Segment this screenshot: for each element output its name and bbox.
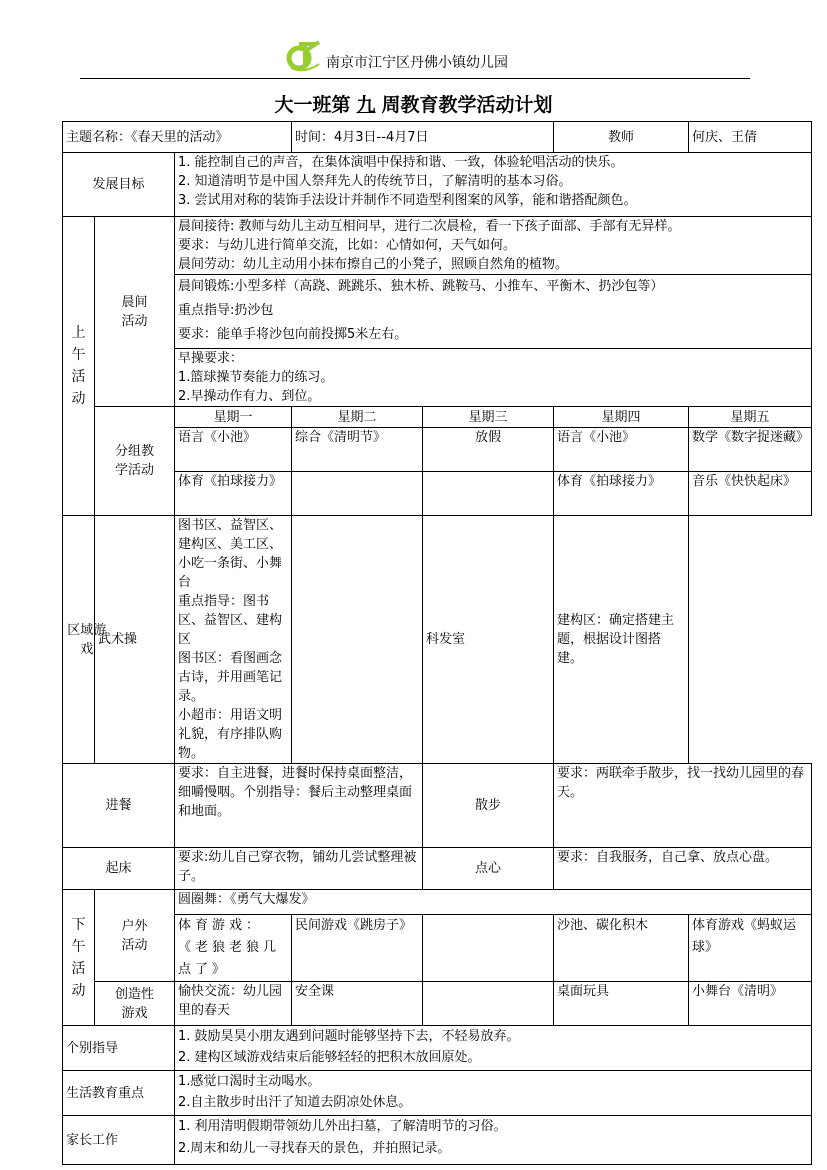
teacher-cell: 何庆、王倩 — [689, 122, 812, 153]
exercise-focus: 重点指导:扔沙包 — [178, 303, 274, 318]
guidance-row — [63, 1026, 812, 1071]
parents-item: 1. 利用清明假期带领幼儿外出扫墓，了解清明节的习俗。 — [178, 1119, 507, 1134]
reception-cell — [175, 217, 812, 275]
area-market: 小超市：用语文明礼貌，有序排队购物。 — [178, 708, 283, 761]
parents-item: 2.周末和幼儿一寻找春天的景色，并拍照记录。 — [178, 1141, 451, 1156]
group-row-1 — [63, 428, 812, 472]
afternoon-dance-row — [63, 890, 812, 915]
creative-cell: 小舞台《清明》 — [689, 982, 812, 1026]
creative-cell — [423, 982, 554, 1026]
parents-label: 家长工作 — [63, 1116, 175, 1165]
creative-cell: 安全课 — [292, 982, 423, 1026]
group-cell: 语言《小池》 — [554, 428, 689, 472]
drill-title: 早操要求： — [178, 351, 244, 366]
theme-cell: 主题名称：《春天里的活动》 — [63, 122, 292, 153]
title-prefix: 大一班第 — [274, 94, 351, 116]
walk-label: 散步 — [423, 764, 554, 848]
morning-labor: 晨间劳动：幼儿主动用小抹布擦自己的小凳子，照顾自然角的植物。 — [178, 257, 569, 272]
group-cell: 体育《拍球接力》 — [175, 472, 292, 516]
life-label: 生活教育重点 — [63, 1071, 175, 1116]
game-cell: 沙池、碳化积木 — [554, 915, 689, 982]
group-cell: 音乐《快快起床》 — [689, 472, 812, 516]
afternoon-label: 下午活动 — [63, 890, 95, 1026]
meal-row — [63, 764, 812, 848]
drill-cell — [175, 349, 812, 407]
group-cell: 数学《数字捉迷藏》 — [689, 428, 812, 472]
page-title — [0, 90, 827, 117]
page-header — [80, 38, 750, 79]
guidance-item: 2. 建构区域游戏结束后能够轻轻的把积木放回原处。 — [178, 1050, 481, 1065]
time-cell: 时间：4月3日--4月7日 — [292, 122, 554, 153]
wake-row — [63, 848, 812, 890]
snack-label: 点心 — [423, 848, 554, 890]
meal-cell: 要求：自主进餐，进餐时保持桌面整洁，细嚼慢咽。个别指导：餐后主动整理桌面和地面。 — [175, 764, 423, 848]
group-label: 分组教学活动 — [95, 407, 175, 516]
morning-reception-row — [63, 217, 812, 275]
area-row — [63, 516, 812, 764]
group-cell: 放假 — [423, 428, 554, 472]
goals-cell — [175, 153, 812, 217]
day-tue: 星期二 — [292, 407, 423, 428]
reception-line: 晨间接待: 教师与幼儿主动互相问早，进行二次晨检，看一下孩子面部、手部有无异样。 — [178, 219, 681, 234]
creative-cell: 桌面玩具 — [554, 982, 689, 1026]
area-wed — [292, 516, 423, 764]
game-cell: 体育游戏：《老狼老狼几点了》 — [175, 915, 292, 982]
area-tue — [175, 516, 292, 764]
snack-cell: 要求：自我服务，自己拿、放点心盘。 — [554, 848, 812, 890]
title-week: 九 — [356, 94, 376, 116]
guidance-cell — [175, 1026, 812, 1071]
creative-cell: 愉快交流：幼儿园里的春天 — [175, 982, 292, 1026]
life-item: 1.感觉口渴时主动喝水。 — [178, 1074, 321, 1089]
guidance-item: 1. 鼓励昊昊小朋友遇到问题时能够坚持下去，不轻易放弃。 — [178, 1029, 520, 1044]
group-cell — [423, 472, 554, 516]
day-mon: 星期一 — [175, 407, 292, 428]
game-cell — [423, 915, 554, 982]
info-row — [63, 122, 812, 153]
weekday-header-row — [63, 407, 812, 428]
walk-cell: 要求：两联牵手散步，找一找幼儿园里的春天。 — [554, 764, 812, 848]
exercise-cell — [175, 275, 812, 349]
drill-item: 1.篮球操节奏能力的练习。 — [178, 370, 334, 385]
life-cell — [175, 1071, 812, 1116]
game-cell: 体育游戏《蚂蚁运球》 — [689, 915, 812, 982]
dance-cell: 圆圈舞：《勇气大爆发》 — [175, 890, 812, 915]
goal-item: 3. 尝试用对称的装饰手法设计并制作不同造型利图案的风筝，能和谐搭配颜色。 — [178, 193, 637, 208]
goals-row — [63, 153, 812, 217]
school-logo-icon — [285, 38, 323, 72]
area-mon: 武术操 — [95, 516, 175, 764]
morning-period-label: 晨间活动 — [95, 217, 175, 407]
morning-label: 上午活动 — [63, 217, 95, 516]
goal-item: 1. 能控制自己的声音，在集体演唱中保持和谐、一致，体验轮唱活动的快乐。 — [178, 155, 624, 170]
area-label: 区域游戏 — [63, 516, 95, 764]
wake-cell: 要求:幼儿自己穿衣物，铺幼儿尝试整理被子。 — [175, 848, 423, 890]
group-row-2 — [63, 472, 812, 516]
school-name: 南京市江宁区丹佛小镇幼儿园 — [326, 55, 508, 71]
drill-item: 2.早操动作有力、到位。 — [178, 389, 321, 404]
life-row — [63, 1071, 812, 1116]
area-focus: 重点指导：图书区、益智区、建构区 — [178, 594, 283, 647]
parents-cell — [175, 1116, 812, 1165]
area-thu: 科发室 — [423, 516, 554, 764]
exercise-requirement: 要求：能单手将沙包向前投掷5米左右。 — [178, 327, 408, 342]
morning-exercise-row — [63, 275, 812, 349]
parents-row — [63, 1116, 812, 1165]
group-cell: 体育《拍球接力》 — [554, 472, 689, 516]
area-list: 图书区、益智区、建构区、美工区、小吃一条街、小舞台 — [178, 518, 283, 590]
exercise-line: 晨间锻炼:小型多样（高跷、跳跳乐、独木桥、跳鞍马、小推车、平衡木、扔沙包等） — [178, 279, 664, 294]
area-fri: 建构区：确定搭建主题，根据设计图搭建。 — [554, 516, 689, 764]
game-cell: 民间游戏《跳房子》 — [292, 915, 423, 982]
group-cell: 语言《小池》 — [175, 428, 292, 472]
reception-requirement: 要求：与幼儿进行简单交流，比如：心情如何，天气如何。 — [178, 238, 517, 253]
plan-table — [62, 121, 812, 1165]
guidance-label: 个别指导 — [63, 1026, 175, 1071]
life-item: 2.自主散步时出汗了知道去阴凉处休息。 — [178, 1095, 412, 1110]
outdoor-label: 户外活动 — [95, 890, 175, 982]
day-fri: 星期五 — [689, 407, 812, 428]
creative-row — [63, 982, 812, 1026]
area-library: 图书区：看图画念古诗，并用画笔记录。 — [178, 651, 283, 704]
group-cell: 综合《清明节》 — [292, 428, 423, 472]
afternoon-games-row — [63, 915, 812, 982]
day-thu: 星期四 — [554, 407, 689, 428]
wake-label: 起床 — [63, 848, 175, 890]
group-cell — [292, 472, 423, 516]
title-suffix: 周教育教学活动计划 — [381, 94, 553, 116]
teacher-label: 教师 — [554, 122, 689, 153]
day-wed: 星期三 — [423, 407, 554, 428]
goal-item: 2. 知道清明节是中国人祭拜先人的传统节日，了解清明的基本习俗。 — [178, 174, 572, 189]
meal-label: 进餐 — [63, 764, 175, 848]
creative-label: 创造性游戏 — [95, 982, 175, 1026]
goals-label: 发展目标 — [63, 153, 175, 217]
morning-drill-row — [63, 349, 812, 407]
